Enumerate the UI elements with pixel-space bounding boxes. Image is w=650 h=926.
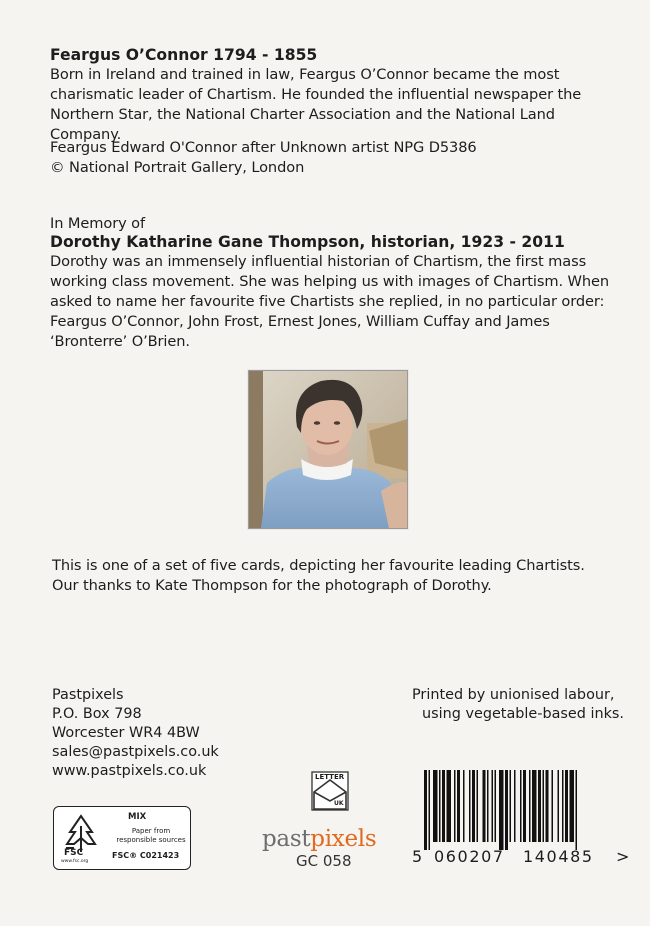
barcode-bar — [495, 770, 497, 842]
credit-line: Feargus Edward O'Connor after Unknown artist NPG D5386 — [50, 139, 477, 156]
barcode-bar — [565, 770, 568, 842]
barcode-bar — [552, 770, 554, 842]
barcode-bar — [457, 770, 460, 842]
barcode-arrow: > — [616, 847, 630, 866]
set-note — [52, 556, 585, 596]
dorothy-title: Dorothy Katharine Gane Thompson, historian, 1923 - 2011 — [50, 233, 565, 251]
fsc-label: FSC — [64, 848, 84, 858]
barcode-first-digit: 5 — [412, 847, 424, 866]
barcode-group-1: 060207 — [434, 847, 505, 866]
bio-line: Born in Ireland and trained in law, Feargus O’Connor became the most — [50, 66, 560, 83]
po-box: P.O. Box 798 — [52, 706, 142, 722]
barcode-bar — [543, 770, 545, 842]
product-code: GC 058 — [296, 852, 352, 870]
barcode-bar — [424, 770, 427, 850]
brand-part-past: past — [262, 826, 311, 852]
fsc-line: responsible sources — [116, 836, 186, 844]
printing-line: Printed by unionised labour, — [412, 687, 615, 703]
fsc-code: FSC® C021423 — [112, 851, 180, 860]
barcode-bar — [510, 770, 512, 842]
barcode-bars — [412, 768, 627, 850]
letter-country: UK — [334, 800, 344, 807]
barcode-bar — [492, 770, 494, 842]
barcode-group-2: 140485 — [523, 847, 594, 866]
barcode-bar — [520, 770, 522, 842]
bio-line: working class movement. She was helping us with images of Chartism. When — [50, 273, 610, 290]
barcode-bar — [570, 770, 575, 842]
barcode-bar — [483, 770, 486, 842]
bio-line: asked to name her favourite five Chartists she replied, in no particular order: — [50, 293, 605, 310]
note-line: This is one of a set of five cards, depicting her favourite leading Chartists. — [52, 557, 585, 574]
feargus-bio — [50, 65, 620, 145]
postcode-line: Worcester WR4 4BW — [52, 725, 200, 741]
barcode-bar — [523, 770, 526, 842]
printing-note — [412, 686, 624, 724]
brand-logo — [262, 826, 376, 852]
dorothy-photo — [248, 370, 408, 529]
bio-line: Feargus O’Connor, John Frost, Ernest Jones, William Cuffay and James — [50, 313, 550, 330]
portrait-image — [249, 371, 407, 528]
fsc-line: Paper from — [131, 827, 171, 835]
barcode-bar — [469, 770, 471, 842]
barcode-bar — [439, 770, 441, 842]
barcode-bar — [562, 770, 564, 842]
barcode-bar — [529, 770, 531, 842]
dorothy-bio — [50, 252, 625, 352]
barcode-bar — [487, 770, 489, 842]
barcode-bar — [514, 770, 516, 842]
portrait-credit — [50, 138, 477, 178]
fsc-paper — [114, 827, 188, 845]
barcode-bar — [546, 770, 549, 842]
feargus-title: Feargus O’Connor 1794 - 1855 — [50, 46, 318, 64]
barcode-bar — [477, 770, 479, 842]
note-line: Our thanks to Kate Thompson for the photograph of Dorothy. — [52, 577, 492, 594]
website-link[interactable]: www.pastpixels.co.uk — [52, 763, 207, 779]
barcode-bar — [433, 770, 438, 842]
barcode-bar — [576, 770, 578, 850]
contact-address — [52, 686, 219, 781]
bio-line: ‘Bronterre’ O’Brien. — [50, 333, 190, 350]
fsc-logo — [53, 806, 191, 870]
barcode-bar — [558, 770, 560, 842]
brand-part-pixels: pixels — [310, 826, 377, 852]
credit-line: © National Portrait Gallery, London — [50, 159, 305, 176]
barcode-bar — [499, 770, 504, 850]
barcode-bar — [532, 770, 537, 842]
letter-label: LETTER — [315, 773, 345, 781]
barcode-bar — [505, 770, 508, 850]
bio-line: Dorothy was an immensely influential historian of Chartism, the first mass — [50, 253, 587, 270]
barcode — [412, 768, 630, 878]
fsc-url: www.fsc.org — [61, 859, 89, 864]
bio-line: charismatic leader of Chartism. He founded the influential newspaper the — [50, 86, 582, 103]
fsc-mix: MIX — [128, 812, 147, 822]
barcode-bar — [472, 770, 475, 842]
barcode-bar — [454, 770, 456, 842]
printing-line: using vegetable-based inks. — [422, 706, 624, 722]
company-name: Pastpixels — [52, 687, 124, 703]
email-link[interactable]: sales@pastpixels.co.uk — [52, 744, 219, 760]
letter-size-icon — [309, 770, 351, 812]
barcode-bar — [429, 770, 431, 850]
memory-intro: In Memory of — [50, 215, 146, 232]
barcode-bar — [463, 770, 465, 842]
barcode-bar — [538, 770, 541, 842]
barcode-bar — [442, 770, 445, 842]
barcode-bar — [447, 770, 452, 842]
bio-line: Northern Star, the National Charter Association and the National Land Company. — [50, 106, 555, 143]
